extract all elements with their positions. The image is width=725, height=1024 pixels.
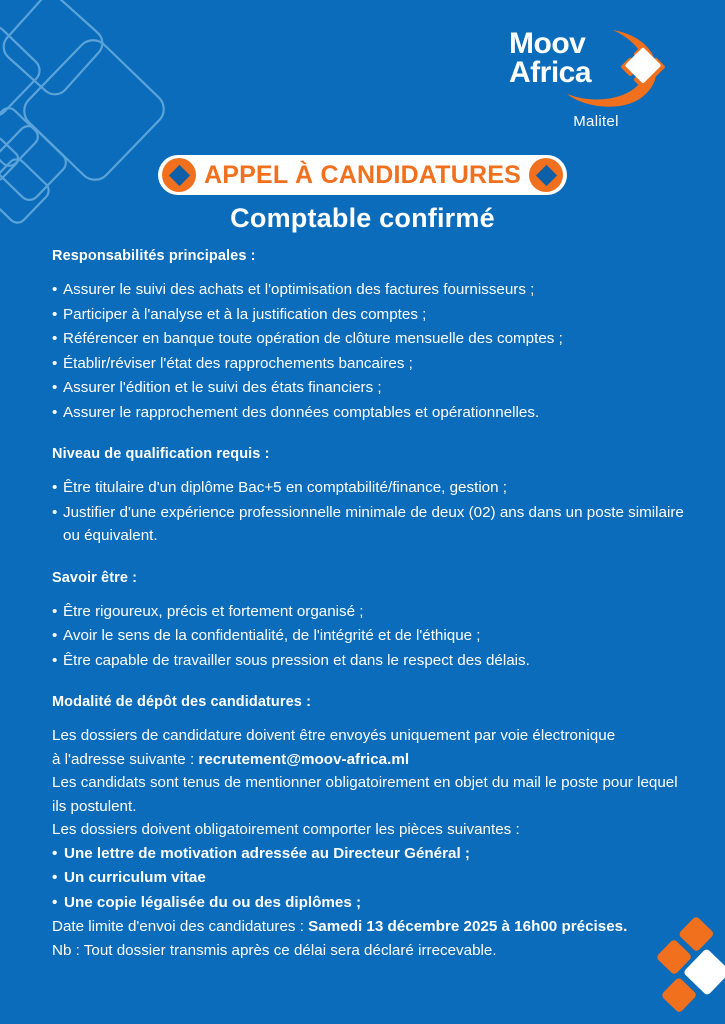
section-heading-responsabilites: Responsabilités principales : [52, 248, 256, 264]
application-email: recrutement@moov-africa.ml [198, 750, 410, 768]
section-heading-modalite: Modalité de dépôt des candidatures : [52, 694, 311, 710]
logo-line-moov: Moov [509, 27, 586, 60]
list-item: • Assurer le suivi des achats et l'optimisation des factures fournisseurs ; [52, 278, 695, 302]
list-item: • Établir/réviser l'état des rapprochements bancaires ; [52, 352, 695, 376]
banner-label: APPEL À CANDIDATURES [204, 161, 521, 189]
section-heading-savoir-etre: Savoir être : [52, 569, 138, 586]
application-intro-line1: Les dossiers de candidature doivent être envoyés uniquement par voie électronique [52, 727, 616, 744]
required-documents-list [52, 842, 695, 916]
list-item: • Être capable de travailler sous pression et dans le respect des délais. [52, 649, 695, 673]
job-title: Comptable confirmé [230, 203, 495, 233]
banner-diamond-icon-left [162, 158, 196, 192]
application-address-prefix: à l'adresse suivante : [52, 750, 199, 768]
list-item: • Une copie légalisée du ou des diplômes ; [52, 891, 695, 916]
logo-wordmark [509, 29, 591, 87]
deadline-note: Nb : Tout dossier transmis après ce délai sera déclaré irrecevable. [52, 941, 497, 959]
job-posting-content [52, 248, 695, 962]
logo-line-africa: Africa [509, 56, 592, 89]
logo-mark [501, 24, 687, 110]
list-item: • Référencer en banque toute opération de clôture mensuelle des comptes ; [52, 327, 695, 351]
list-item: • Être rigoureux, précis et fortement organisé ; [52, 600, 695, 624]
savoir-etre-list [52, 600, 695, 673]
application-documents-intro: Les dossiers doivent obligatoirement comporter les pièces suivantes : [52, 821, 520, 838]
responsabilites-list [52, 278, 695, 424]
list-item: • Un curriculum vitae [52, 866, 695, 891]
deadline-value: Samedi 13 décembre 2025 à 16h00 précises. [308, 918, 628, 935]
moov-africa-logo [501, 24, 691, 130]
application-instructions [52, 724, 695, 842]
list-item: • Assurer l'édition et le suivi des états financiers ; [52, 376, 695, 400]
logo-operator-name: Malitel [573, 113, 619, 130]
deadline-line [52, 915, 695, 962]
application-subject-note: Les candidats sont tenus de mentionner obligatoirement en objet du mail le poste pour lequel ils postulent. [52, 774, 678, 815]
list-item: • Assurer le rapprochement des données comptables et opérationnelles. [52, 401, 695, 425]
list-item: • Une lettre de motivation adressée au Directeur Général ; [52, 842, 695, 867]
deadline-prefix: Date limite d'envoi des candidatures : [52, 918, 309, 935]
list-item: • Participer à l'analyse et à la justification des comptes ; [52, 303, 695, 327]
section-heading-qualification: Niveau de qualification requis : [52, 446, 270, 462]
list-item: • Avoir le sens de la confidentialité, de l'intégrité et de l'éthique ; [52, 624, 695, 648]
list-item: • Être titulaire d'un diplôme Bac+5 en comptabilité/finance, gestion ; [52, 476, 695, 500]
qualification-list [52, 476, 695, 548]
appel-a-candidatures-banner [158, 155, 567, 195]
list-item: • Justifier d'une expérience professionnelle minimale de deux (02) ans dans un poste similaire ou équivalent. [52, 501, 695, 548]
banner-diamond-icon-right [529, 158, 563, 192]
title-banner-area [0, 155, 725, 234]
